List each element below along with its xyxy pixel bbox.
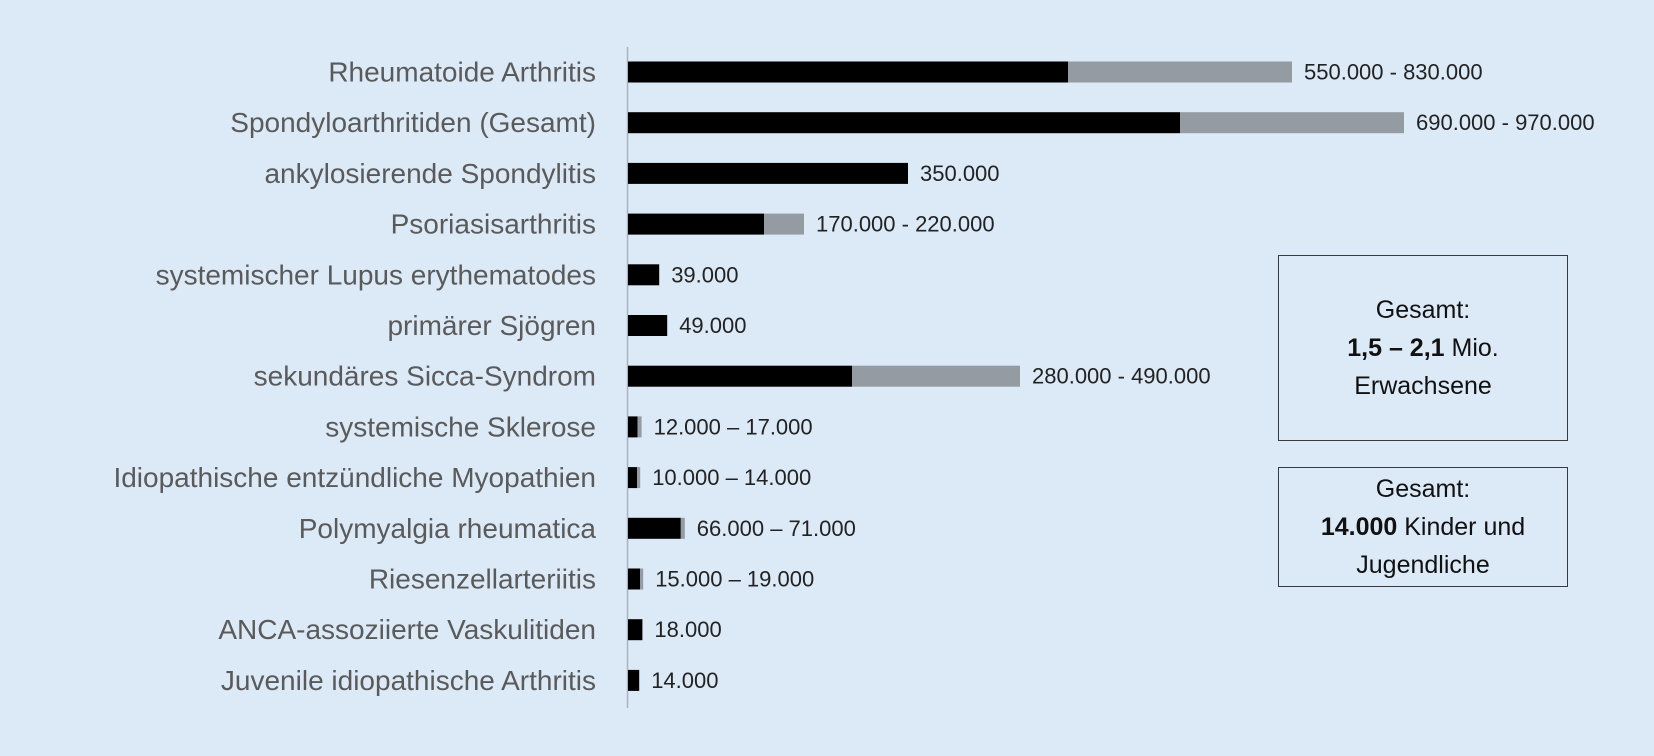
bar-minimum [628, 518, 681, 539]
category-label: ANCA-assoziierte Vaskulitiden [218, 614, 596, 646]
data-label: 18.000 [654, 617, 722, 643]
category-label: Spondyloarthritiden (Gesamt) [230, 107, 596, 139]
bar-minimum [628, 112, 1180, 133]
category-label: Riesenzellarteriitis [368, 563, 596, 595]
category-label: Psoriasisarthritis [390, 208, 596, 240]
adults-total-box [1278, 255, 1568, 441]
children-total-group: Jugendliche [1356, 551, 1490, 579]
bar-range-extension [637, 467, 640, 488]
bar-range-extension [764, 214, 804, 235]
category-label: sekundäres Sicca-Syndrom [253, 360, 596, 392]
children-total-heading: Gesamt: [1375, 475, 1471, 503]
data-label: 170.000 - 220.000 [816, 211, 995, 237]
data-label: 280.000 - 490.000 [1032, 363, 1211, 389]
category-label: systemische Sklerose [325, 411, 596, 443]
bar-range-extension [638, 416, 642, 437]
data-label: 12.000 – 17.000 [653, 414, 813, 440]
data-label: 49.000 [679, 313, 747, 338]
bar-minimum [628, 670, 639, 691]
adults-total-group: Erwachsene [1354, 372, 1492, 400]
data-label: 15.000 – 19.000 [655, 566, 815, 592]
bar-range-extension [852, 366, 1020, 387]
data-label: 66.000 – 71.000 [696, 515, 856, 541]
category-label: Juvenile idiopathische Arthritis [220, 664, 596, 696]
data-label: 10.000 – 14.000 [652, 465, 812, 491]
category-labels [113, 57, 596, 696]
bar-minimum [628, 416, 638, 437]
category-label: Rheumatoide Arthritis [328, 56, 596, 88]
bar-minimum [628, 366, 852, 387]
category-label: Idiopathische entzündliche Myopathien [113, 462, 596, 494]
data-label: 14.000 [651, 667, 719, 693]
adults-total-value: 1,5 – 2,1 [1347, 334, 1445, 362]
children-total-unit: Kinder und [1397, 513, 1526, 541]
data-label: 690.000 - 970.000 [1416, 110, 1595, 136]
adults-total-heading: Gesamt: [1375, 296, 1471, 324]
children-total-value-line [1279, 508, 1567, 546]
children-total-box [1278, 467, 1568, 587]
bar-minimum [628, 62, 1068, 83]
children-total-value: 14.000 [1320, 513, 1398, 541]
bar-minimum [628, 619, 642, 640]
bar-minimum [628, 264, 659, 285]
category-label: systemischer Lupus erythematodes [155, 259, 596, 291]
bar-minimum [628, 467, 637, 488]
adults-total-value-line [1279, 329, 1567, 367]
data-label: 550.000 - 830.000 [1304, 59, 1483, 85]
bar-range-extension [681, 518, 685, 539]
bar-range-extension [1068, 62, 1292, 83]
data-label: 350.000 [920, 160, 1000, 186]
category-label: primärer Sjögren [387, 310, 596, 341]
category-label: Polymyalgia rheumatica [298, 512, 596, 544]
adults-total-unit: Mio. [1444, 334, 1499, 362]
bar-minimum [628, 315, 667, 336]
bar-range-extension [1180, 112, 1404, 133]
data-label: 39.000 [671, 262, 739, 288]
bar-minimum [628, 163, 908, 184]
bar-minimum [628, 569, 640, 590]
category-label: ankylosierende Spondylitis [264, 157, 596, 189]
bar-minimum [628, 214, 764, 235]
bar-range-extension [640, 569, 643, 590]
